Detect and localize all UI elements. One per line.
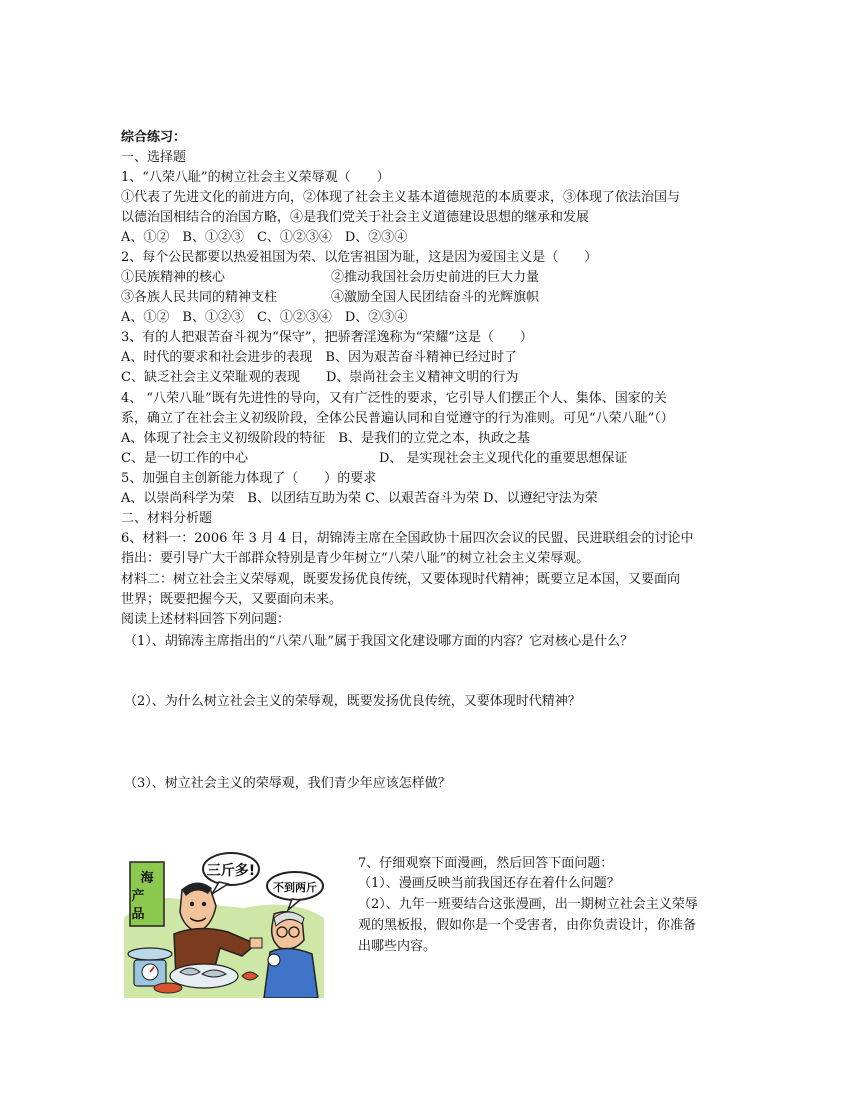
section-choice-heading: 一、选择题: [121, 150, 187, 165]
question-4-line-1: 4、 “八荣八耻”既有先进性的导向，又有广泛性的要求，它引导人们摆正个人、集体、国家的关: [121, 391, 667, 406]
question-7-subquestion-2-line-1: （2）、九年一班要结合这张漫画，出一期树立社会主义荣辱: [358, 897, 698, 912]
svg-text:海: 海: [140, 871, 154, 886]
question-4-option-c: C、是一切工作的中心: [121, 451, 248, 466]
question-7-subquestion-2-line-3: 出哪些内容。: [358, 939, 437, 954]
question-6-subquestion-2: （2）、为什么树立社会主义的荣辱观，既要发扬优良传统，又要体现时代精神？: [124, 694, 581, 709]
question-4-line-2: 系，确立了在社会主义初级阶段，全体公民普遍认同和自觉遵守的行为准则。可见“八荣八耻”（）: [121, 411, 674, 426]
svg-text:产: 产: [131, 889, 145, 904]
question-2-option-4: ④激励全国人民团结奋斗的光辉旗帜: [331, 290, 540, 305]
worksheet-title: 综合练习：: [121, 130, 187, 145]
question-3-options-ab: A、时代的要求和社会进步的表现 B、因为艰苦奋斗精神已经过时了: [121, 350, 517, 365]
question-3: 3、有的人把艰苦奋斗视为“保守”，把骄奢淫逸称为“荣耀”这是（ ）: [121, 330, 533, 345]
question-7: 7、仔细观察下面漫画，然后回答下面问题：: [358, 856, 614, 871]
question-1-options-line-1: ①代表了先进文化的前进方向，②体现了社会主义基本道德规范的本质要求，③体现了依法治国与: [121, 190, 681, 205]
seafood-sign: [130, 862, 164, 926]
question-2-options-row-1: [121, 268, 741, 288]
question-2-option-1: ①民族精神的核心: [121, 270, 226, 285]
question-4-options-ab: A、体现了社会主义初级阶段的特征 B、是我们的立党之本，执政之基: [121, 431, 530, 446]
seafood-cartoon: [124, 848, 324, 998]
question-2-option-3: ③各族人民共同的精神支柱: [121, 290, 278, 305]
question-6-subquestion-3: （3）、树立社会主义的荣辱观，我们青少年应该怎样做？: [124, 776, 451, 791]
question-6-instruction: 阅读上述材料回答下列问题：: [121, 612, 291, 627]
svg-text:品: 品: [131, 907, 145, 922]
question-1-answers: A、①② B、①②③ C、①②③④ D、②③④: [121, 230, 408, 245]
question-6-material-1-line-1: 6、材料一：2006 年 3 月 4 日，胡锦涛主席在全国政协十届四次会议的民盟、民进联组会的讨论中: [121, 531, 694, 546]
question-4-option-d: D、 是实现社会主义现代化的重要思想保证: [379, 451, 628, 466]
question-2-option-2: ②推动我国社会历史前进的巨大力量: [331, 270, 540, 285]
question-6-material-2-line-2: 世界；既要把握今天，又要面向未来。: [121, 592, 343, 607]
svg-text:不到两斤: 不到两斤: [273, 881, 317, 894]
question-5: 5、加强自主创新能力体现了（ ）的要求: [121, 471, 377, 486]
question-2-options-row-2: [121, 288, 741, 308]
question-1: 1、“八荣八耻”的树立社会主义荣辱观（ ）: [121, 170, 390, 185]
question-7-subquestion-1: （1）、漫画反映当前我国还存在着什么问题？: [358, 876, 620, 891]
question-1-options-line-2: 以德治国相结合的治国方略，④是我们党关于社会主义道德建设思想的继承和发展: [121, 210, 590, 225]
section-material-heading: 二、材料分析题: [121, 511, 213, 526]
question-2-answers: A、①② B、①②③ C、①②③④ D、②③④: [121, 310, 408, 325]
svg-text:三斤多!: 三斤多!: [206, 863, 256, 879]
question-6-material-2-line-1: 材料二：树立社会主义荣辱观，既要发扬优良传统，又要体现时代精神；既要立足本国，又要面向: [121, 572, 681, 587]
question-6-material-1-line-2: 指出：要引导广大干部群众特别是青少年树立“八荣八耻”的树立社会主义荣辱观。: [121, 551, 590, 566]
question-3-options-cd: C、缺乏社会主义荣耻观的表现 D、崇尚社会主义精神文明的行为: [121, 370, 519, 385]
question-5-answers: A、以崇尚科学为荣 B、以团结互助为荣 C、以艰苦奋斗为荣 D、以遵纪守法为荣: [121, 491, 598, 506]
scale-icon: [128, 948, 172, 986]
question-4-options-cd: [121, 449, 741, 469]
question-6-subquestion-1: （1）、胡锦涛主席指出的“八荣八耻”属于我国文化建设哪方面的内容？它对核心是什么？: [124, 634, 634, 649]
question-7-subquestion-2-line-2: 观的黑板报，假如你是一个受害者，由你负责设计，你准备: [358, 918, 697, 933]
question-2: 2、每个公民都要以热爱祖国为荣、以危害祖国为耻，这是因为爱国主义是（ ）: [121, 250, 598, 265]
